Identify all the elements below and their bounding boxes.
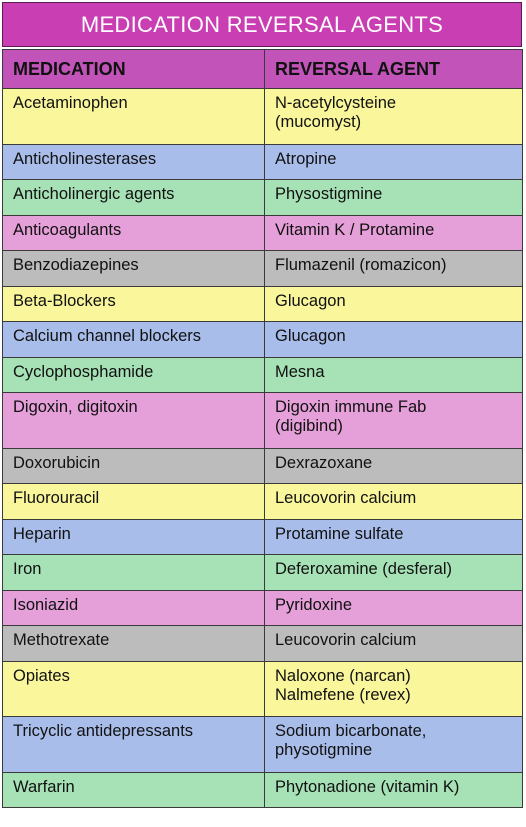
- medication-cell: Iron: [3, 555, 265, 591]
- reversal-agent-cell: [265, 180, 523, 216]
- reversal-agent-line: Physostigmine: [275, 185, 383, 203]
- reversal-agent-cell: [265, 215, 523, 251]
- medication-cell: Anticoagulants: [3, 215, 265, 251]
- table-row: [3, 89, 523, 145]
- column-header-medication: MEDICATION: [3, 50, 265, 89]
- medication-cell: Fluorouracil: [3, 484, 265, 520]
- medication-cell: Methotrexate: [3, 626, 265, 662]
- medication-cell: Cyclophosphamide: [3, 357, 265, 393]
- reversal-agent-cell: [265, 357, 523, 393]
- table-row: [3, 555, 523, 591]
- medication-cell: Heparin: [3, 519, 265, 555]
- reversal-agent-cell: [265, 448, 523, 484]
- medication-cell: Anticholinergic agents: [3, 180, 265, 216]
- reversal-agent-cell: [265, 144, 523, 180]
- reversal-agent-cell: [265, 519, 523, 555]
- reversal-agent-cell: [265, 555, 523, 591]
- reversal-agent-cell: [265, 286, 523, 322]
- table-row: [3, 180, 523, 216]
- reversal-agent-line: (digibind): [275, 417, 343, 435]
- table-row: [3, 251, 523, 287]
- medication-cell: Benzodiazepines: [3, 251, 265, 287]
- reversal-agent-line: Nalmefene (revex): [275, 685, 411, 704]
- reversal-agent-cell: [265, 626, 523, 662]
- reversal-agent-line: Vitamin K / Protamine: [275, 220, 435, 239]
- table-row: [3, 519, 523, 555]
- medication-cell: Warfarin: [3, 772, 265, 808]
- reversal-agent-line: Protamine sulfate: [275, 524, 404, 543]
- table-row: [3, 772, 523, 808]
- reversal-agent-line: N-acetylcysteine: [275, 94, 397, 112]
- medication-cell: Tricyclic antidepressants: [3, 717, 265, 773]
- reversal-agent-cell: [265, 322, 523, 358]
- reversal-agent-cell: [265, 484, 523, 520]
- table-row: [3, 393, 523, 449]
- medication-cell: Isoniazid: [3, 590, 265, 626]
- reversal-agent-cell: [265, 717, 523, 773]
- table-row: [3, 626, 523, 662]
- table-body: [3, 89, 523, 808]
- reversal-agent-line: (mucomyst): [275, 113, 362, 131]
- table-row: [3, 357, 523, 393]
- table-row: [3, 717, 523, 773]
- table-row: [3, 590, 523, 626]
- table-row: [3, 661, 523, 717]
- reversal-agent-line: Flumazenil (romazicon): [275, 256, 447, 274]
- table-header-row: [3, 50, 523, 89]
- reversal-agent-line: Leucovorin calcium: [275, 489, 417, 507]
- reversal-agent-cell: [265, 89, 523, 145]
- table-row: [3, 322, 523, 358]
- table-row: [3, 144, 523, 180]
- reversal-agent-cell: [265, 772, 523, 808]
- table-row: [3, 215, 523, 251]
- reversal-agent-line: Deferoxamine (desferal): [275, 560, 452, 578]
- medication-cell: Calcium channel blockers: [3, 322, 265, 358]
- reversal-agent-line: Dexrazoxane: [275, 453, 373, 472]
- reversal-agent-line: Atropine: [275, 149, 337, 168]
- reversal-agent-line: Glucagon: [275, 327, 346, 345]
- reversal-agents-table: [2, 49, 523, 808]
- reversal-agent-cell: [265, 590, 523, 626]
- reversal-agent-line: Pyridoxine: [275, 595, 353, 614]
- medication-cell: Doxorubicin: [3, 448, 265, 484]
- medication-cell: Anticholinesterases: [3, 144, 265, 180]
- reversal-agent-cell: [265, 393, 523, 449]
- medication-cell: Beta-Blockers: [3, 286, 265, 322]
- reversal-agent-line: Naloxone (narcan): [275, 666, 411, 685]
- page-title: MEDICATION REVERSAL AGENTS: [2, 2, 522, 47]
- reversal-agent-line: Mesna: [275, 362, 325, 381]
- reversal-agent-line: Leucovorin calcium: [275, 631, 417, 649]
- reversal-agent-cell: [265, 251, 523, 287]
- medication-cell: Digoxin, digitoxin: [3, 393, 265, 449]
- table-row: [3, 484, 523, 520]
- reversal-agent-line: Glucagon: [275, 291, 346, 310]
- table-row: [3, 286, 523, 322]
- medication-cell: Opiates: [3, 661, 265, 717]
- column-header-reversal-agent: REVERSAL AGENT: [265, 50, 523, 89]
- reversal-agent-line: Digoxin immune Fab: [275, 398, 427, 416]
- reversal-agent-line: Sodium bicarbonate,: [275, 722, 427, 740]
- medication-cell: Acetaminophen: [3, 89, 265, 145]
- table-row: [3, 448, 523, 484]
- reversal-agent-line: physotigmine: [275, 741, 373, 759]
- reversal-agent-cell: [265, 661, 523, 717]
- reversal-agent-line: Phytonadione (vitamin K): [275, 777, 460, 796]
